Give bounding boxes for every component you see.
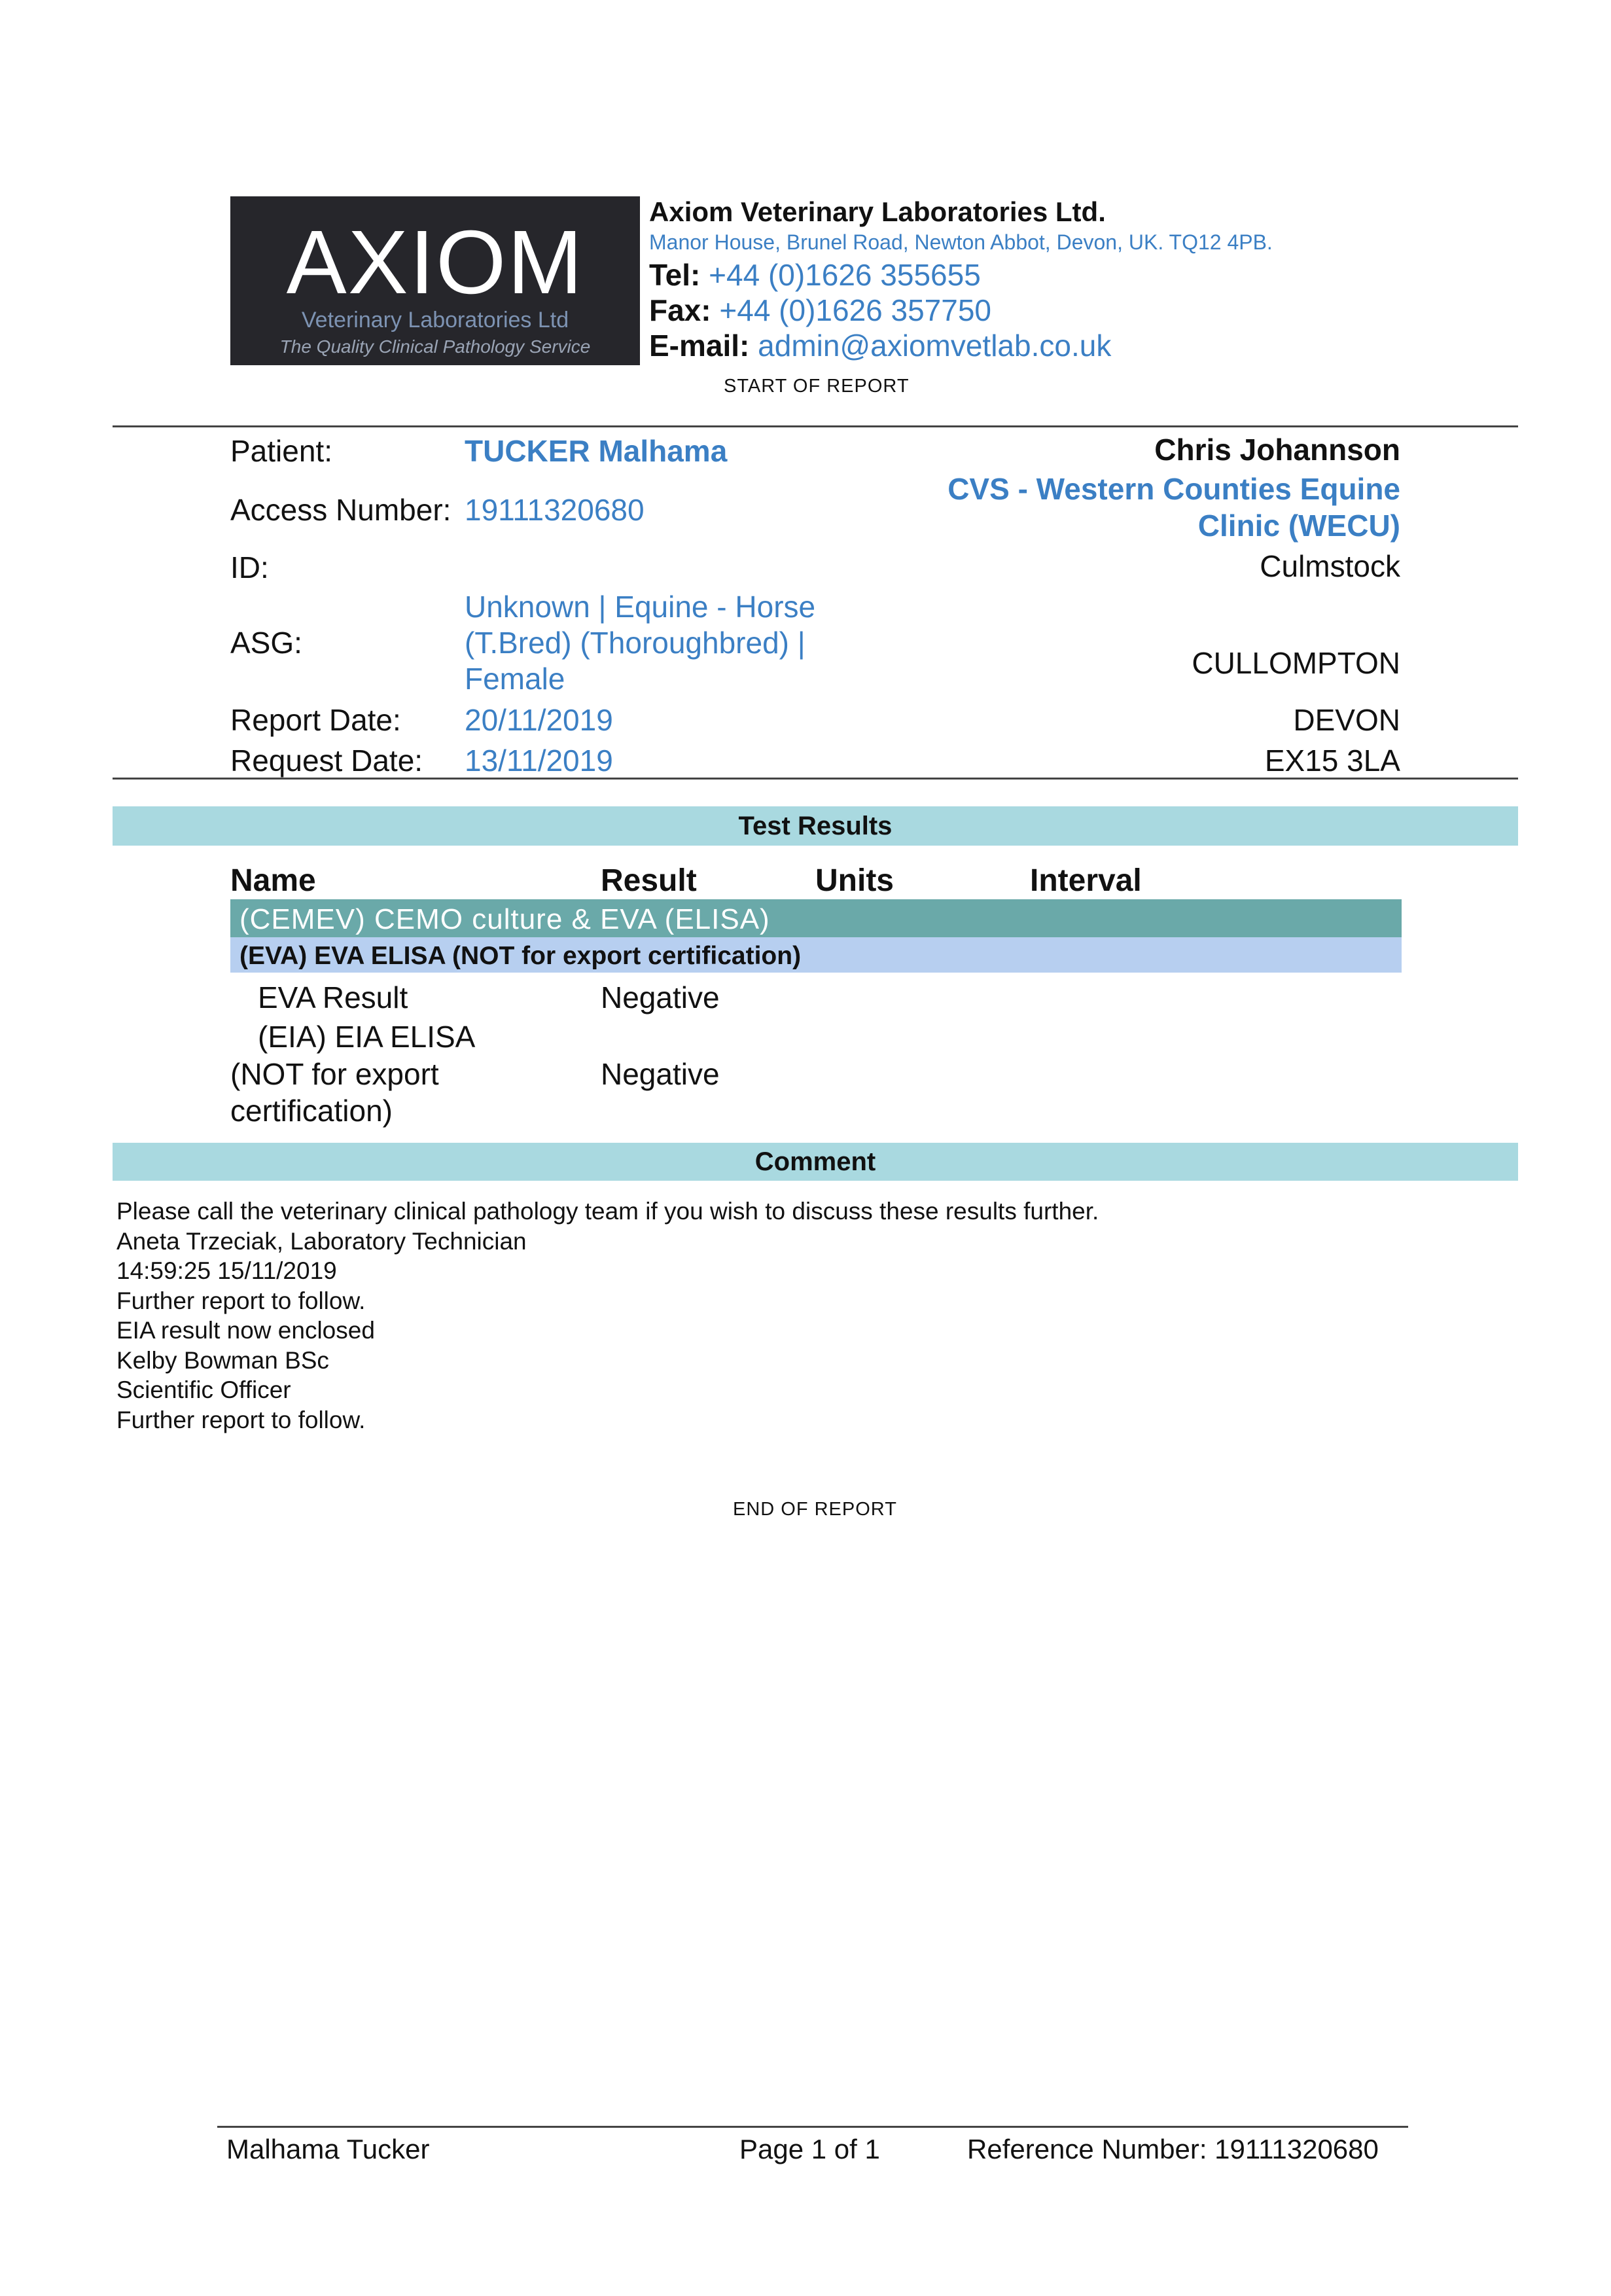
comment-band [113,1143,1518,1181]
panel-label: (CEMEV) CEMO culture & EVA (ELISA) [239,903,770,935]
divider-top [113,425,1518,427]
patient-value: TUCKER Malhama [465,434,728,468]
asg-line2: (T.Bred) (Thoroughbred) | [465,626,806,660]
request-date-value: 13/11/2019 [465,744,613,778]
request-date-label: Request Date: [230,744,423,778]
result-row2-value: Negative [601,1057,720,1091]
test-results-title: Test Results [738,812,893,840]
col-header-units: Units [815,863,894,898]
asg-line1: Unknown | Equine - Horse [465,590,816,624]
comment-line: Aneta Trzeciak, Laboratory Technician [116,1227,527,1255]
logo-tagline: The Quality Clinical Pathology Service [279,336,591,357]
report-date-label: Report Date: [230,703,401,737]
asg-line3: Female [465,662,565,696]
comment-line: EIA result now enclosed [116,1317,375,1344]
email-label: E-mail: [649,329,750,363]
lab-name: Axiom Veterinary Laboratories Ltd. [649,196,1106,227]
lab-address: Manor House, Brunel Road, Newton Abbot, Devon, UK. TQ12 4PB. [649,230,1273,254]
comment-line: Further report to follow. [116,1287,366,1314]
patient-label: Patient: [230,434,332,468]
comment-body [116,1196,1099,1435]
result-row1-name: EVA Result [258,980,408,1014]
vet-city: CULLOMPTON [1192,646,1400,680]
subpanel-row [230,937,1402,973]
comment-line: Please call the veterinary clinical pathology team if you wish to discuss these results further. [116,1198,1099,1225]
email-value: admin@axiomvetlab.co.uk [758,329,1112,363]
asg-label: ASG: [230,626,302,660]
lab-fax [649,293,991,328]
result-row2-name-line1: (EIA) EIA ELISA [258,1020,476,1054]
lab-logo [230,196,640,365]
comment-line: Further report to follow. [116,1406,366,1433]
start-of-report: START OF REPORT [724,376,910,397]
panel-row [230,899,1402,937]
col-header-interval: Interval [1030,863,1142,898]
vet-county: DEVON [1293,703,1400,737]
comment-line: Kelby Bowman BSc [116,1346,329,1374]
result-row2-name-line3: certification) [230,1094,393,1128]
vet-town: Culmstock [1260,549,1400,583]
test-results-band [113,806,1518,846]
end-of-report: END OF REPORT [733,1499,897,1520]
footer-divider [217,2126,1408,2128]
comment-line: Scientific Officer [116,1376,291,1403]
comment-line: 14:59:25 15/11/2019 [116,1257,337,1284]
logo-wordmark: AXIOM [286,212,584,313]
subpanel-label: (EVA) EVA ELISA (NOT for export certification) [239,942,802,970]
logo-subtitle: Veterinary Laboratories Ltd [301,308,569,332]
fax-value: +44 (0)1626 357750 [719,293,992,327]
footer-reference-number: Reference Number: 19111320680 [967,2134,1379,2164]
vet-practice-line2: Clinic (WECU) [1197,509,1400,543]
divider-patient [113,778,1518,780]
fax-label: Fax: [649,293,711,327]
result-row1-value: Negative [601,980,720,1014]
vet-practice-line1: CVS - Western Counties Equine [947,472,1400,506]
access-label: Access Number: [230,493,451,527]
col-header-name: Name [230,863,316,898]
vet-name: Chris Johannson [1154,433,1400,467]
lab-email [649,328,1111,363]
access-value: 19111320680 [465,493,645,527]
report-date-value: 20/11/2019 [465,703,613,737]
footer-patient-name: Malhama Tucker [226,2134,430,2164]
tel-value: +44 (0)1626 355655 [709,258,981,292]
vet-postcode: EX15 3LA [1264,744,1400,778]
id-label: ID: [230,550,269,584]
tel-label: Tel: [649,258,701,292]
lab-tel [649,257,981,293]
comment-title: Comment [754,1147,876,1176]
result-row2-name-line2: (NOT for export [230,1057,439,1091]
col-header-result: Result [601,863,697,898]
footer-page-number: Page 1 of 1 [739,2134,880,2164]
